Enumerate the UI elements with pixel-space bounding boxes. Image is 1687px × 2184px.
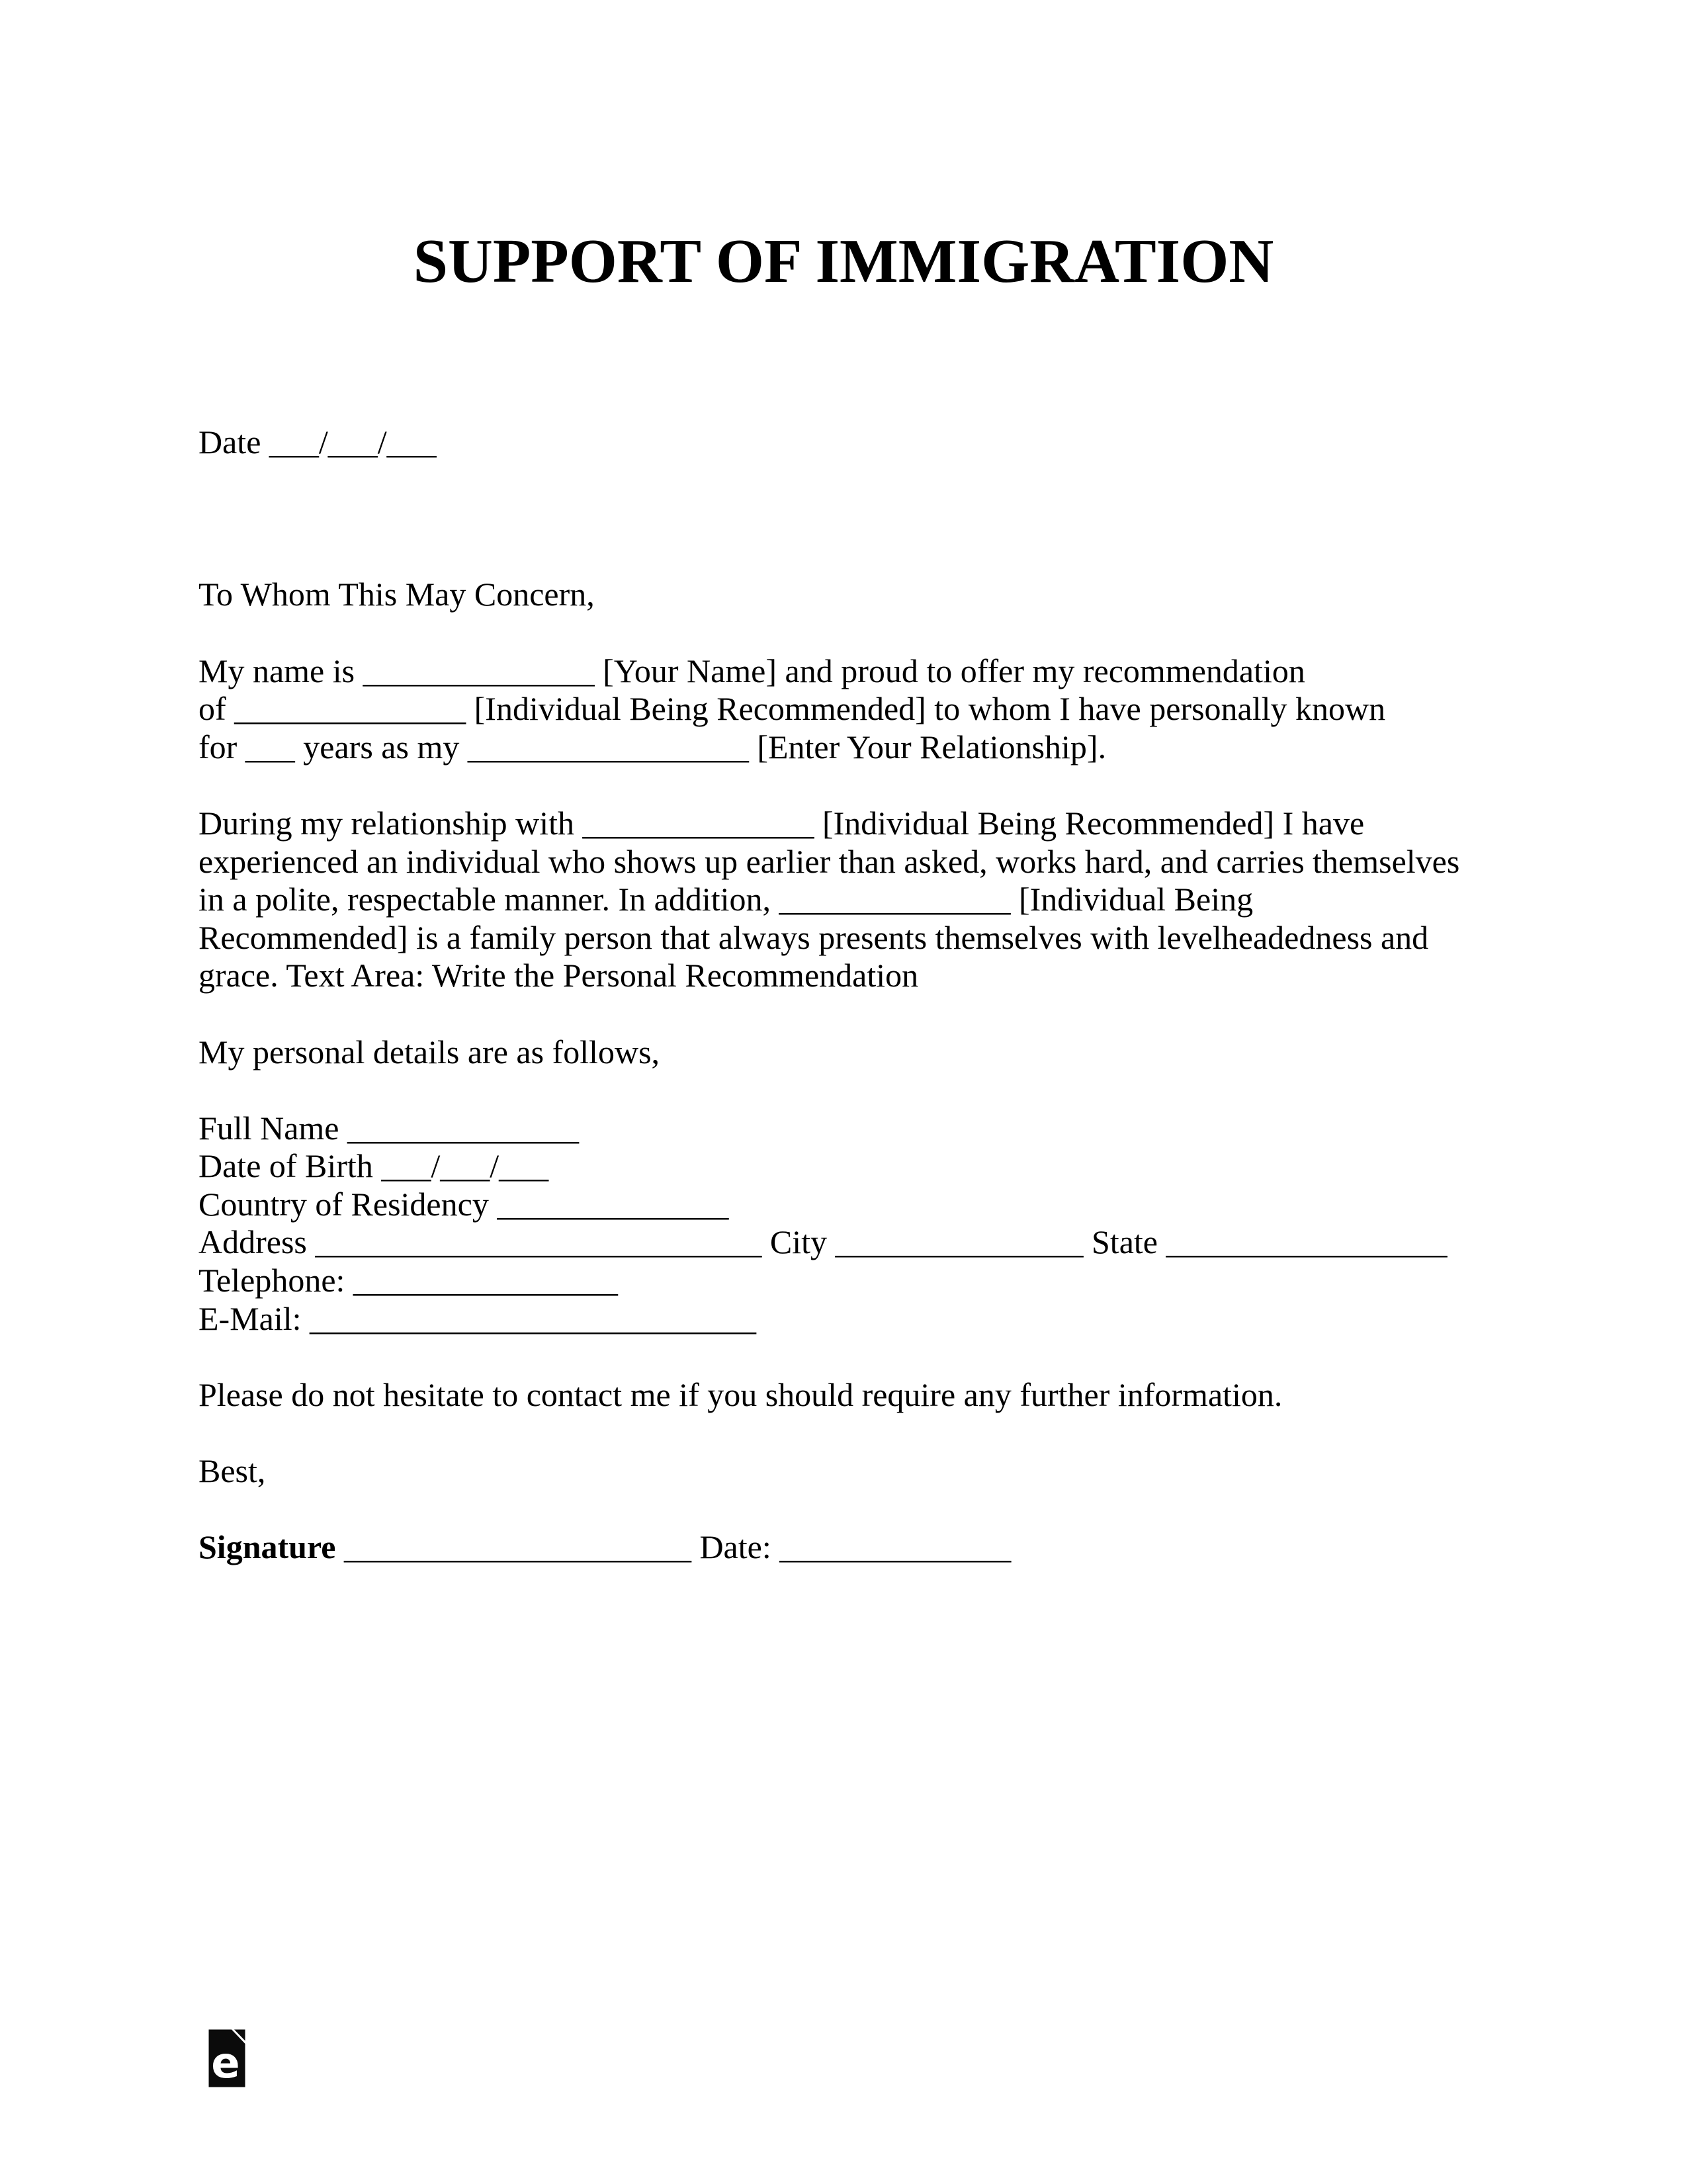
paragraph-1 — [198, 652, 1489, 767]
paragraph2-line5: grace. Text Area: Write the Personal Recommendation — [198, 957, 919, 994]
spacer — [198, 614, 1489, 652]
salutation: To Whom This May Concern, — [198, 576, 595, 613]
signature-date-label: Date: — [699, 1528, 771, 1566]
details-intro: My personal details are as follows, — [198, 1033, 660, 1070]
document-fold-icon — [208, 2029, 246, 2088]
paragraph2-line2: experienced an individual who shows up earlier than asked, works hard, and carries themselves — [198, 842, 1460, 880]
spacer — [198, 462, 1489, 576]
personal-details — [198, 1110, 1489, 1338]
logo-letter: e — [211, 2039, 240, 2088]
telephone-line: Telephone: ________________ — [198, 1262, 618, 1299]
paragraph1-line1: My name is ______________ [Your Name] and proud to offer my recommendation — [198, 652, 1305, 689]
date-of-birth-line: Date of Birth ___/___/___ — [198, 1147, 549, 1185]
paragraph2-line1: During my relationship with ______________ [Individual Being Recommended] I have — [198, 804, 1365, 842]
paragraph2-line4: Recommended] is a family person that always presents themselves with levelheadedness and — [198, 918, 1429, 956]
address-city-state-line: Address ___________________________ City _______________ State _________________ — [198, 1223, 1448, 1261]
spacer — [198, 1071, 1489, 1110]
valediction: Best, — [198, 1452, 266, 1490]
email-line: E-Mail: ___________________________ — [198, 1299, 757, 1337]
paragraph1-line2: of ______________ [Individual Being Recommended] to whom I have personally known — [198, 690, 1386, 728]
paragraph2-line3: in a polite, respectable manner. In addition, ______________ [Individual Being — [198, 881, 1254, 918]
full-name-line: Full Name ______________ — [198, 1109, 579, 1147]
spacer — [198, 1491, 1489, 1529]
country-of-residency-line: Country of Residency ______________ — [198, 1185, 729, 1223]
spacer — [198, 1338, 1489, 1376]
closing-note: Please do not hesitate to contact me if you should require any further information. — [198, 1376, 1283, 1413]
paragraph1-line3: for ___ years as my _________________ [Enter Your Relationship]. — [198, 728, 1107, 765]
signature-date-blank: ______________ — [771, 1528, 1012, 1566]
spacer — [198, 766, 1489, 805]
eforms-logo — [208, 2029, 246, 2088]
date-line: Date ___/___/___ — [198, 423, 437, 460]
spacer — [198, 995, 1489, 1033]
signature-line — [198, 1528, 1489, 1567]
signature-blank: _____________________ — [335, 1528, 700, 1566]
spacer — [198, 1414, 1489, 1452]
letter-body — [198, 423, 1489, 1567]
signature-label: Signature — [198, 1528, 336, 1566]
page-title: SUPPORT OF IMMIGRATION — [413, 227, 1274, 296]
paragraph-2 — [198, 805, 1489, 995]
